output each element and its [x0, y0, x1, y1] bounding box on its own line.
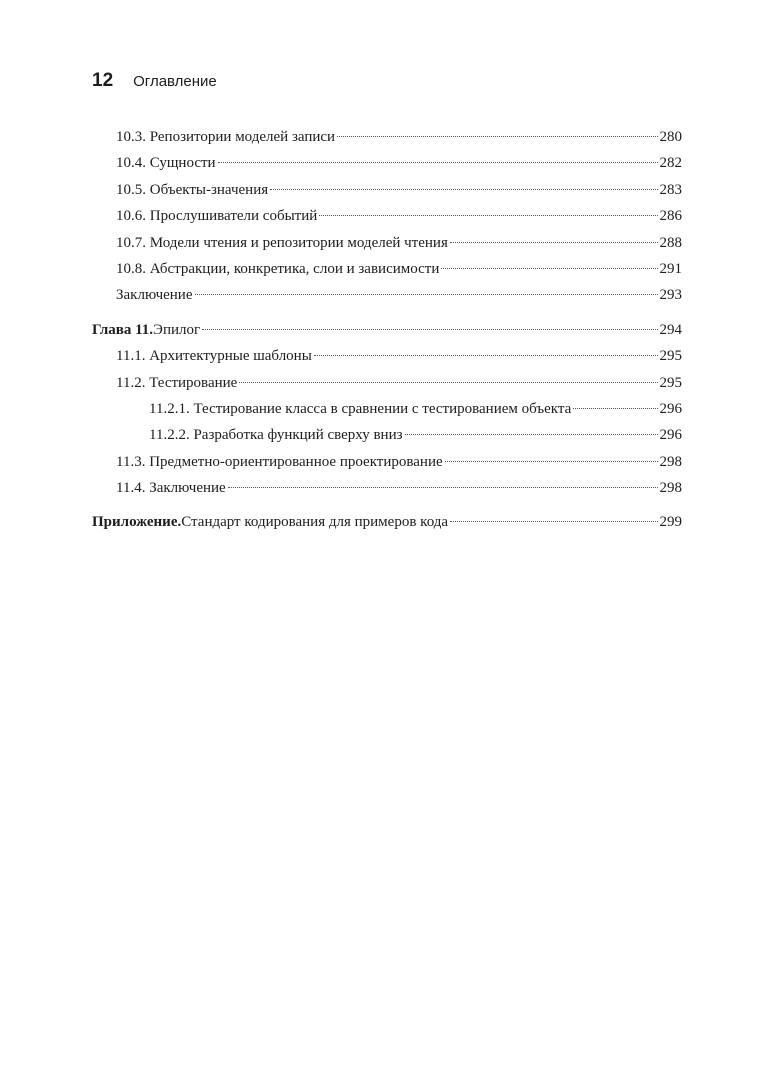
toc-entry-bold: Приложение.	[92, 514, 182, 531]
toc-entry-bold: Глава 11.	[92, 321, 154, 338]
toc-entry-page: 294	[659, 321, 682, 338]
toc-entry-page: 298	[659, 480, 682, 497]
toc-entry	[92, 449, 682, 475]
toc-entry-page: 293	[659, 287, 682, 304]
toc-entry-title: 10.3. Репозитории моделей записи	[116, 129, 336, 145]
toc-entry	[92, 203, 682, 229]
toc-subentry	[92, 396, 682, 422]
toc-entry-title: 11.3. Предметно-ориентированное проектирование	[116, 453, 443, 470]
toc-entry-page: 286	[659, 208, 682, 225]
toc-leader	[441, 268, 657, 269]
toc-entry	[92, 177, 682, 203]
toc-leader	[228, 487, 658, 488]
toc-entry	[92, 256, 682, 282]
toc-entry	[92, 370, 682, 396]
toc-entry-title: 10.6. Прослушиватели событий	[116, 208, 318, 225]
toc-entry-title: 10.7. Модели чтения и репозитории моделей чтения	[116, 234, 448, 251]
toc-leader	[270, 189, 657, 190]
page-number: 12	[92, 70, 114, 91]
toc-leader	[202, 329, 657, 330]
toc-entry-page: 282	[659, 155, 682, 172]
toc-entry-title: 11.1. Архитектурные шаблоны	[116, 348, 312, 365]
toc-entry-page: 296	[659, 400, 682, 417]
toc-entry-page: 291	[659, 260, 682, 277]
toc-leader	[195, 294, 658, 295]
toc-entry	[92, 150, 682, 176]
toc-entry-title: 11.2. Тестирование	[116, 374, 238, 391]
toc-entry-title: 11.4. Заключение	[116, 480, 226, 497]
table-of-contents	[92, 124, 682, 536]
toc-leader	[314, 355, 658, 356]
toc-appendix-entry	[92, 509, 682, 535]
running-title: Оглавление	[133, 73, 217, 90]
toc-entry-title: Заключение	[116, 287, 193, 304]
toc-entry	[92, 475, 682, 501]
toc-entry-page: 295	[659, 348, 682, 365]
toc-subentry	[92, 422, 682, 448]
toc-entry-title: 11.2.1. Тестирование класса в сравнении с тестированием объекта	[149, 400, 572, 417]
toc-entry	[92, 282, 682, 308]
toc-entry-page: 296	[659, 427, 682, 444]
toc-leader	[573, 408, 657, 409]
toc-entry-title: Стандарт кодирования для примеров кода	[181, 514, 449, 531]
toc-entry	[92, 230, 682, 256]
toc-entry-page: 299	[659, 514, 682, 531]
toc-leader	[445, 461, 658, 462]
toc-entry-title: 11.2.2. Разработка функций сверху вниз	[149, 427, 403, 444]
toc-entry-title: 10.8. Абстракции, конкретика, слои и зависимости	[116, 260, 440, 277]
toc-entry	[92, 343, 682, 369]
toc-entry-page: 295	[659, 374, 682, 391]
toc-leader	[405, 434, 658, 435]
toc-entry-page: 298	[659, 453, 682, 470]
toc-leader	[337, 136, 657, 137]
page-header	[92, 70, 217, 92]
toc-entry-page: 288	[659, 234, 682, 251]
toc-entry-title: 10.5. Объекты-значения	[116, 181, 269, 198]
toc-leader	[218, 162, 658, 163]
toc-leader	[319, 215, 657, 216]
toc-leader	[450, 521, 657, 522]
toc-entry-page: 280	[659, 129, 682, 145]
toc-leader	[239, 382, 657, 383]
toc-entry	[92, 124, 682, 150]
toc-entry-page: 283	[659, 181, 682, 198]
toc-chapter-entry	[92, 317, 682, 343]
toc-leader	[450, 242, 658, 243]
toc-entry-title: Эпилог	[153, 321, 201, 338]
toc-entry-title: 10.4. Сущности	[116, 155, 216, 172]
